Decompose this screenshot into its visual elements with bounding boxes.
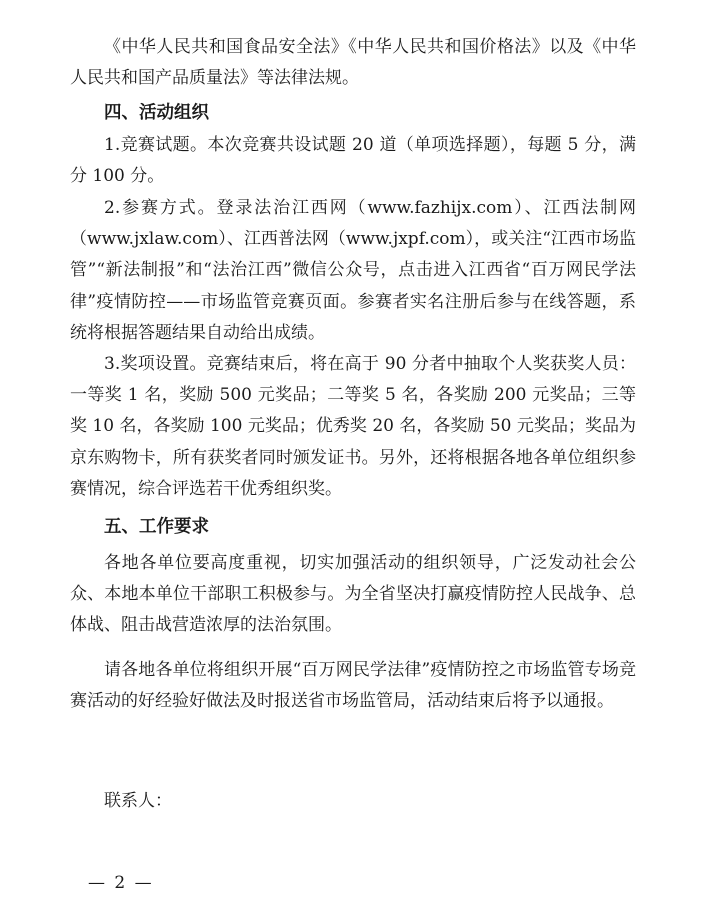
section-four-item-3: 3.奖项设置。竞赛结束后，将在高于 90 分者中抽取个人奖获奖人员：一等奖 1 名，奖励 500 元奖品；二等奖 5 名，各奖励 200 元奖品；三等奖 10 名，各奖励 100 元奖品；优秀奖 20 名，各奖励 50 元奖品；奖品为京东购物卡，所有获奖者同时颁发证书。另外，还将根据各地各单位组织参赛情况，综合评选若干优秀组织奖。	[70, 354, 636, 499]
section-four-heading: 四、活动组织	[104, 103, 209, 123]
section-four-item-1: 1.竞赛试题。本次竞赛共设试题 20 道（单项选择题），每题 5 分，满分 100 分。	[70, 135, 636, 187]
section-five-paragraph-2: 请各地各单位将组织开展“百万网民学法律”疫情防控之市场监管专场竞赛活动的好经验好做法及时报送省市场监管局，活动结束后将予以通报。	[70, 660, 636, 712]
section-five-heading: 五、工作要求	[104, 517, 209, 537]
intro-paragraph: 《中华人民共和国食品安全法》《中华人民共和国价格法》以及《中华人民共和国产品质量法》等法律法规。	[70, 37, 636, 89]
section-four-item-2: 2.参赛方式。登录法治江西网（www.fazhijx.com）、江西法制网（www.jxlaw.com）、江西普法网（www.jxpf.com），或关注“江西市场监管”“新法制报”和“法治江西”微信公众号，点击进入江西省“百万网民学法律”疫情防控——市场监管竞赛页面。参赛者实名注册后参与在线答题，系统将根据答题结果自动给出成绩。	[70, 198, 636, 343]
section-five-paragraph-1: 各地各单位要高度重视，切实加强活动的组织领导，广泛发动社会公众、本地本单位干部职工积极参与。为全省坚决打赢疫情防控人民战争、总体战、阻击战营造浓厚的法治氛围。	[70, 553, 636, 636]
contact-label: 联系人：	[104, 791, 172, 811]
page-number: — 2 —	[88, 873, 154, 893]
